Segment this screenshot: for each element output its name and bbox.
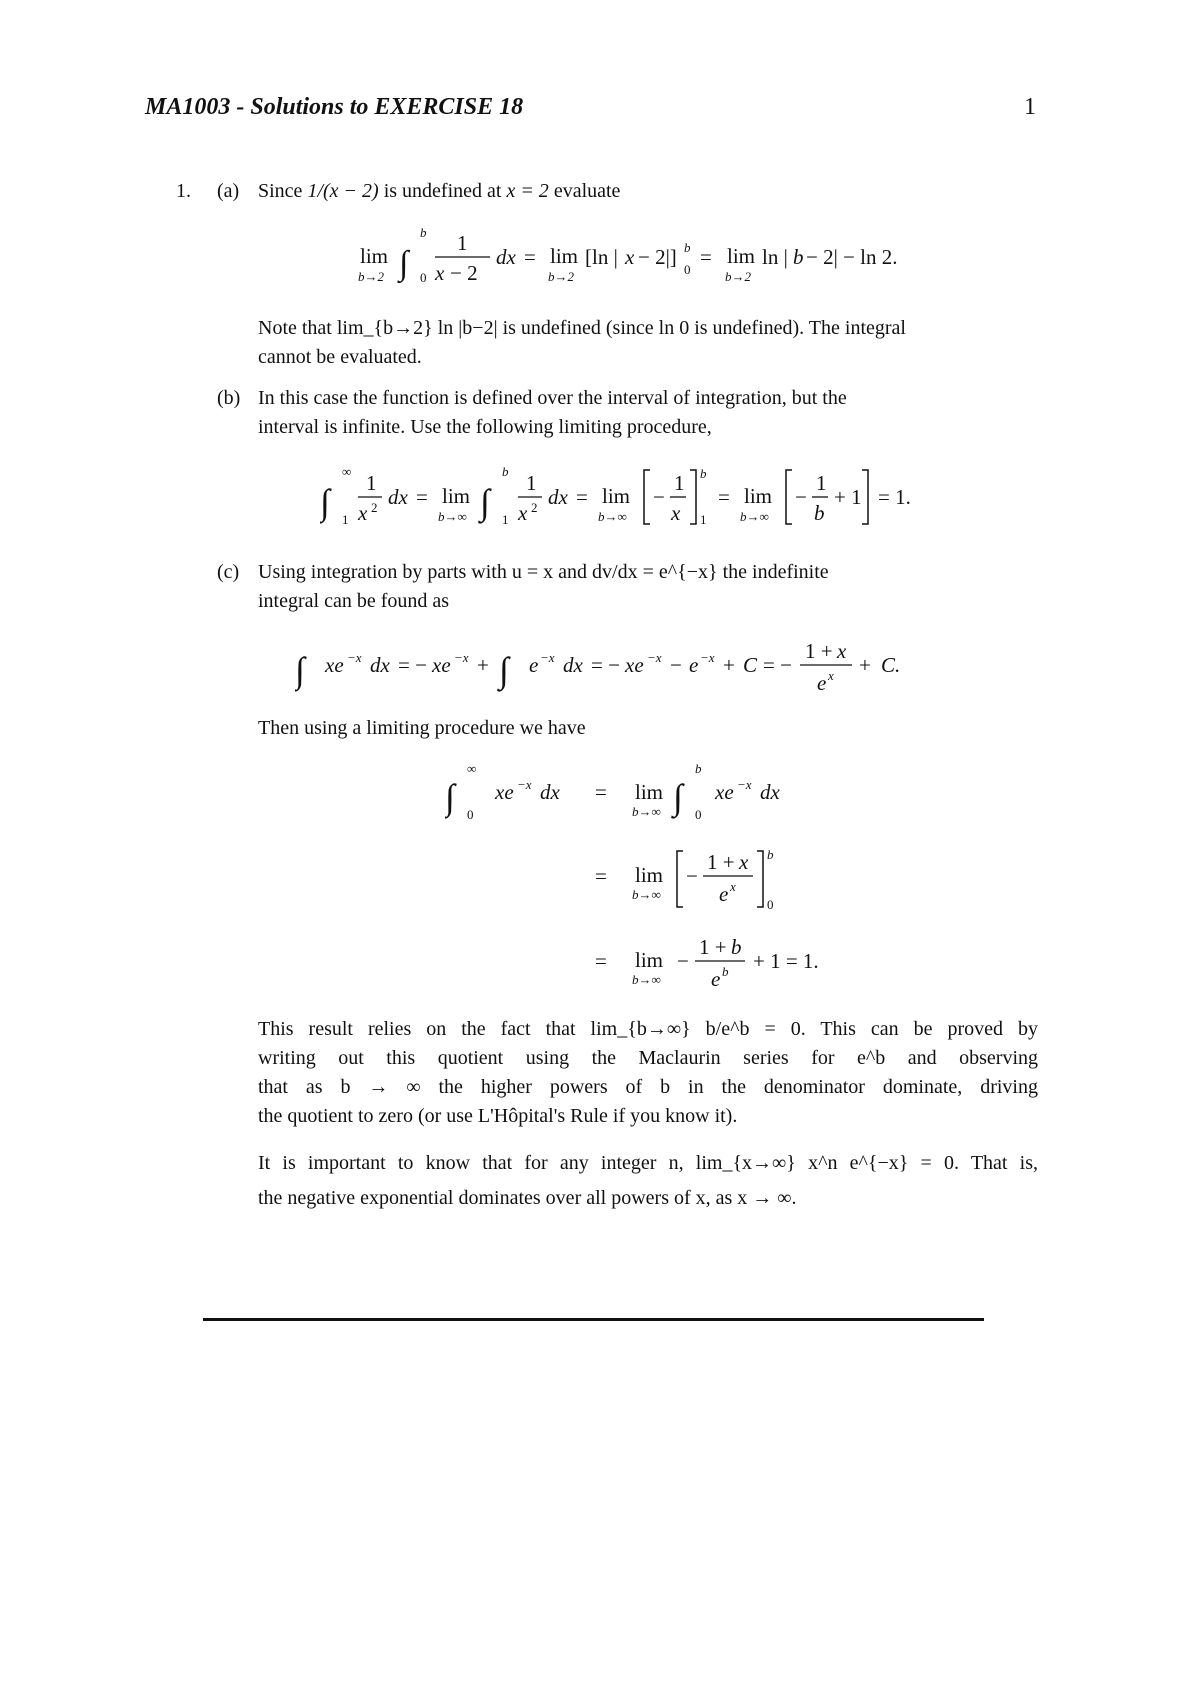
part-c-paragraph1-line4: the quotient to zero (or use L'Hôpital's Rule if you know it). xyxy=(258,1105,738,1127)
svg-text:−x: −x xyxy=(540,650,555,665)
svg-text:2: 2 xyxy=(371,500,378,515)
svg-text:=: = xyxy=(576,485,588,509)
svg-text:− 2|]: − 2|] xyxy=(638,245,677,269)
svg-text:b: b xyxy=(731,935,742,959)
svg-text:C: C xyxy=(743,653,758,677)
svg-text:b→∞: b→∞ xyxy=(598,509,627,524)
svg-text:b: b xyxy=(814,501,825,525)
svg-text:∫: ∫ xyxy=(673,777,683,817)
svg-text:lim: lim xyxy=(744,484,773,508)
svg-text:−: − xyxy=(677,949,689,973)
equation-part-c-indefinite xyxy=(295,630,1015,700)
end-rule xyxy=(203,1318,984,1321)
svg-text:1: 1 xyxy=(342,512,349,527)
svg-text:= −: = − xyxy=(398,653,427,677)
part-a-label: (a) xyxy=(217,180,240,202)
svg-text:lim: lim xyxy=(635,948,664,972)
svg-text:b: b xyxy=(722,964,729,979)
svg-text:b→∞: b→∞ xyxy=(740,509,769,524)
part-c-line2: integral can be found as xyxy=(258,590,450,612)
svg-text:b: b xyxy=(684,240,691,255)
svg-text:xe: xe xyxy=(495,780,514,804)
svg-text:x: x xyxy=(625,245,635,269)
svg-text:lim: lim xyxy=(635,863,664,887)
svg-text:−x: −x xyxy=(647,650,662,665)
svg-text:∫: ∫ xyxy=(480,482,490,522)
svg-text:e: e xyxy=(529,653,539,677)
svg-text:=: = xyxy=(524,245,536,269)
header-title: MA1003 - Solutions to EXERCISE 18 xyxy=(145,94,524,120)
svg-text:b: b xyxy=(695,763,702,776)
svg-text:xe: xe xyxy=(432,653,451,677)
part-c-paragraph2-line2: the negative exponential dominates over all powers of x, as x → ∞. xyxy=(258,1187,797,1209)
svg-text:∫: ∫ xyxy=(295,650,305,690)
svg-text:xe: xe xyxy=(625,653,644,677)
svg-text:+ 1 = 1.: + 1 = 1. xyxy=(753,949,819,973)
svg-text:=: = xyxy=(595,780,607,804)
svg-text:b→2: b→2 xyxy=(548,269,574,284)
svg-text:−: − xyxy=(686,864,698,888)
svg-text:dx: dx xyxy=(540,780,560,804)
svg-text:x: x xyxy=(730,879,736,894)
part-b-line1: In this case the function is defined over the interval of integration, but the xyxy=(258,387,847,409)
svg-text:∫: ∫ xyxy=(499,650,509,690)
svg-text:1 +: 1 + xyxy=(707,850,735,874)
svg-text:b→∞: b→∞ xyxy=(632,804,661,819)
svg-text:dx: dx xyxy=(496,245,516,269)
svg-text:1: 1 xyxy=(366,471,377,495)
svg-text:−: − xyxy=(670,653,682,677)
svg-text:−x: −x xyxy=(737,777,752,792)
svg-text:x: x xyxy=(358,501,368,525)
equation-part-c-row1 xyxy=(445,763,825,823)
svg-text:b→2: b→2 xyxy=(358,269,384,284)
svg-text:=: = xyxy=(718,485,730,509)
svg-text:x: x xyxy=(518,501,528,525)
svg-text:x: x xyxy=(739,850,749,874)
svg-text:∫: ∫ xyxy=(320,482,330,522)
svg-text:0: 0 xyxy=(684,262,691,277)
svg-text:−x: −x xyxy=(517,777,532,792)
svg-text:= 1.: = 1. xyxy=(878,485,911,509)
svg-text:0: 0 xyxy=(695,807,702,822)
svg-text:∞: ∞ xyxy=(342,464,352,479)
svg-text:1 +: 1 + xyxy=(699,935,727,959)
svg-text:0: 0 xyxy=(420,270,427,285)
svg-text:−x: −x xyxy=(454,650,469,665)
svg-text:lim: lim xyxy=(635,780,664,804)
svg-text:−: − xyxy=(653,485,665,509)
svg-text:−x: −x xyxy=(700,650,715,665)
svg-text:x: x xyxy=(671,501,681,525)
part-c-paragraph1-line3: that as b → ∞ the higher powers of b in the denominator dominate, driving xyxy=(258,1076,1038,1098)
part-c-paragraph1-line1: This result relies on the fact that lim_{b→∞} b/e^b = 0. This can be proved by xyxy=(258,1018,1038,1040)
svg-text:− 2| − ln 2.: − 2| − ln 2. xyxy=(806,245,898,269)
svg-text:1: 1 xyxy=(457,231,468,255)
svg-text:1: 1 xyxy=(674,471,685,495)
svg-text:b: b xyxy=(502,464,509,479)
svg-text:−: − xyxy=(795,485,807,509)
svg-text:lim: lim xyxy=(727,244,756,268)
svg-text:=: = xyxy=(595,949,607,973)
part-a-note-line1: Note that lim_{b→2} ln |b−2| is undefined (since ln 0 is undefined). The integral xyxy=(258,317,906,339)
svg-text:b→2: b→2 xyxy=(725,269,751,284)
svg-text:b→∞: b→∞ xyxy=(438,509,467,524)
svg-text:+: + xyxy=(859,653,871,677)
svg-text:∞: ∞ xyxy=(467,763,477,776)
svg-text:b: b xyxy=(700,466,707,481)
svg-text:dx: dx xyxy=(760,780,780,804)
svg-text:−x: −x xyxy=(347,650,362,665)
svg-text:b: b xyxy=(793,245,804,269)
svg-text:dx: dx xyxy=(370,653,390,677)
svg-text:∫: ∫ xyxy=(445,777,455,817)
svg-text:e: e xyxy=(711,967,721,991)
part-c-paragraph1-line2: writing out this quotient using the Maclaurin series for e^b and observing xyxy=(258,1047,1038,1069)
svg-text:+ 1: + 1 xyxy=(834,485,862,509)
svg-text:x: x xyxy=(828,668,834,683)
part-b-label: (b) xyxy=(217,387,241,409)
svg-text:xe: xe xyxy=(325,653,344,677)
svg-text:1: 1 xyxy=(526,471,537,495)
svg-text:1 +: 1 + xyxy=(805,639,833,663)
svg-text:b: b xyxy=(767,847,774,862)
svg-text:0: 0 xyxy=(767,897,774,912)
svg-text:= −: = − xyxy=(591,653,620,677)
svg-text:+: + xyxy=(723,653,735,677)
svg-text:dx: dx xyxy=(563,653,583,677)
svg-text:= −: = − xyxy=(763,653,792,677)
part-c-label: (c) xyxy=(217,561,240,583)
svg-text:xe: xe xyxy=(715,780,734,804)
svg-text:1: 1 xyxy=(816,471,827,495)
svg-text:1: 1 xyxy=(502,512,509,527)
svg-text:=: = xyxy=(595,864,607,888)
svg-text:=: = xyxy=(700,245,712,269)
svg-text:lim: lim xyxy=(602,484,631,508)
part-b-line2: interval is infinite. Use the following limiting procedure, xyxy=(258,416,712,438)
svg-text:ln |: ln | xyxy=(762,245,788,269)
svg-text:1: 1 xyxy=(700,512,707,527)
part-c-paragraph2-line1: It is important to know that for any integer n, lim_{x→∞} x^n e^{−x} = 0. That is, xyxy=(258,1152,1038,1174)
svg-text:b→∞: b→∞ xyxy=(632,887,661,902)
svg-text:[ln |: [ln | xyxy=(585,245,618,269)
svg-text:=: = xyxy=(416,485,428,509)
svg-text:lim: lim xyxy=(360,244,389,268)
svg-text:e: e xyxy=(689,653,699,677)
svg-text:∫: ∫ xyxy=(399,245,409,282)
part-c-line1: Using integration by parts with u = x and dv/dx = e^{−x} the indefinite xyxy=(258,561,829,583)
svg-text:lim: lim xyxy=(550,244,579,268)
svg-text:dx: dx xyxy=(548,485,568,509)
part-a-note-line2: cannot be evaluated. xyxy=(258,346,422,368)
svg-text:2: 2 xyxy=(531,500,538,515)
svg-text:x: x xyxy=(435,261,445,285)
part-c-then: Then using a limiting procedure we have xyxy=(258,717,586,739)
equation-part-b xyxy=(320,462,1000,532)
svg-text:C.: C. xyxy=(881,653,901,677)
equation-part-c-row2 xyxy=(595,845,815,915)
svg-text:lim: lim xyxy=(442,484,471,508)
svg-text:b→∞: b→∞ xyxy=(632,972,661,987)
problem-number: 1. xyxy=(176,180,191,202)
svg-text:e: e xyxy=(817,671,827,695)
page-number: 1 xyxy=(1024,94,1036,120)
equation-part-a xyxy=(350,222,970,292)
equation-part-c-row3 xyxy=(595,930,855,1000)
svg-text:e: e xyxy=(719,882,729,906)
svg-text:b: b xyxy=(420,225,427,240)
svg-text:− 2: − 2 xyxy=(450,261,478,285)
svg-text:+: + xyxy=(477,653,489,677)
svg-text:0: 0 xyxy=(467,807,474,822)
svg-text:dx: dx xyxy=(388,485,408,509)
part-a-intro: Since 1/(x − 2) is undefined at x = 2 evaluate xyxy=(258,180,621,202)
svg-text:x: x xyxy=(837,639,847,663)
